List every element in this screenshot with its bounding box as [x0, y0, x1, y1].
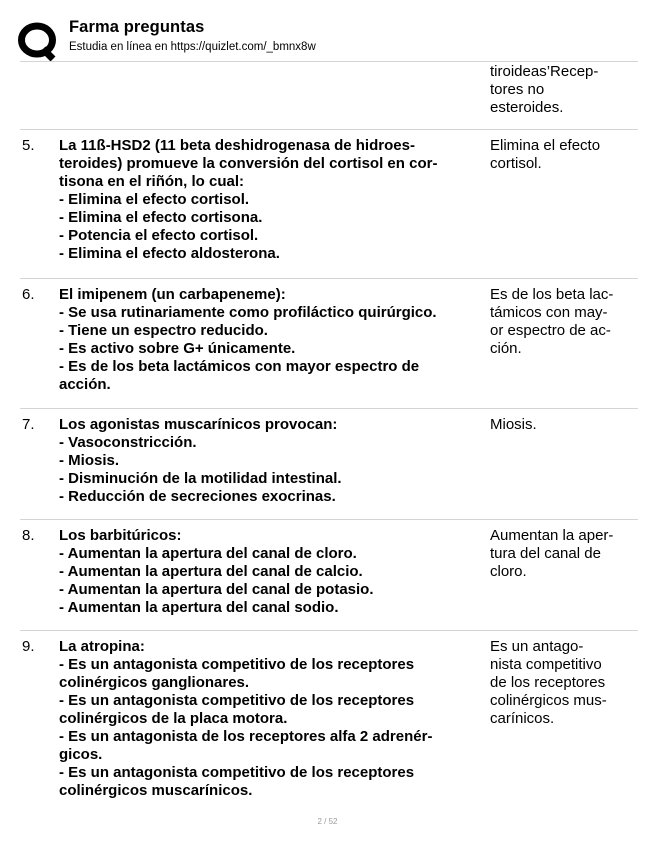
answer-line: colinérgicos mus- [490, 692, 607, 709]
answer-line: de los receptores [490, 674, 606, 691]
answer-line: tura del canal de [490, 545, 601, 562]
question-line: tisona en el riñón, lo cual: [59, 173, 245, 190]
answer-line: or espectro de ac- [490, 322, 611, 339]
question-line: - Es un antagonista competitivo de los receptores [59, 692, 415, 709]
question-line: La 11ß-HSD2 (11 beta deshidrogenasa de hidroes- [59, 137, 415, 154]
card-number: 5. [22, 137, 35, 154]
card-question [59, 638, 489, 800]
question-line: - Es de los beta lactámicos con mayor espectro de [59, 358, 420, 375]
question-line: acción. [59, 376, 111, 393]
card-number: 8. [22, 527, 35, 544]
question-line: - Potencia el efecto cortisol. [59, 227, 259, 244]
question-line: - Elimina el efecto cortisol. [59, 191, 250, 208]
question-line: - Disminución de la motilidad intestinal. [59, 470, 342, 487]
question-line: colinérgicos muscarínicos. [59, 782, 253, 799]
answer-line: Es de los beta lac- [490, 286, 614, 303]
card-question [59, 137, 489, 263]
answer-line: Elimina el efecto [490, 137, 601, 154]
card-answer [490, 286, 630, 358]
answer-line: Es un antago- [490, 638, 584, 655]
card-answer [490, 416, 630, 434]
question-line: - Es activo sobre G+ únicamente. [59, 340, 296, 357]
answer-line: támicos con may- [490, 304, 608, 321]
card-answer [490, 638, 630, 728]
answer-line: tores no [490, 81, 545, 98]
card-question [59, 286, 489, 394]
question-line: - Aumentan la apertura del canal de calcio. [59, 563, 363, 580]
question-line: teroides) promueve la conversión del cortisol en cor- [59, 155, 438, 172]
divider [20, 519, 638, 520]
answer-line: cloro. [490, 563, 527, 580]
divider [20, 61, 638, 62]
continued-answer [490, 63, 598, 117]
answer-line: ción. [490, 340, 522, 357]
question-line: - Es un antagonista competitivo de los receptores [59, 656, 415, 673]
question-line: colinérgicos ganglionares. [59, 674, 250, 691]
divider [20, 278, 638, 279]
answer-line: cortisol. [490, 155, 542, 172]
question-line: - Elimina el efecto aldosterona. [59, 245, 280, 262]
question-line: - Aumentan la apertura del canal sodio. [59, 599, 339, 616]
card-number: 6. [22, 286, 35, 303]
question-line: - Se usa rutinariamente como profiláctico quirúrgico. [59, 304, 437, 321]
question-line: - Aumentan la apertura del canal de potasio. [59, 581, 374, 598]
answer-line: esteroides. [490, 99, 564, 116]
study-online-link[interactable]: Estudia en línea en https://quizlet.com/_bmnx8w [69, 41, 316, 53]
card-question [59, 527, 489, 617]
answer-line: Aumentan la aper- [490, 527, 614, 544]
answer-line: tiroideas’Recep- [490, 63, 599, 80]
question-line: - Aumentan la apertura del canal de cloro. [59, 545, 357, 562]
card-question [59, 416, 489, 506]
question-line: Los barbitúricos: [59, 527, 182, 544]
question-line: - Miosis. [59, 452, 120, 469]
divider [20, 129, 638, 130]
question-line: Los agonistas muscarínicos provocan: [59, 416, 338, 433]
answer-line: carínicos. [490, 710, 555, 727]
card-number: 7. [22, 416, 35, 433]
question-line: colinérgicos de la placa motora. [59, 710, 288, 727]
answer-line: Miosis. [490, 416, 537, 433]
card-answer [490, 527, 630, 581]
question-line: - Reducción de secreciones exocrinas. [59, 488, 336, 505]
divider [20, 630, 638, 631]
question-line: - Elimina el efecto cortisona. [59, 209, 263, 226]
question-line: - Es un antagonista competitivo de los receptores [59, 764, 415, 781]
question-line: El imipenem (un carbapeneme): [59, 286, 286, 303]
card-number: 9. [22, 638, 35, 655]
question-line: La atropina: [59, 638, 145, 655]
question-line: - Es un antagonista de los receptores alfa 2 adrenér- [59, 728, 433, 745]
page-title: Farma preguntas [69, 18, 205, 36]
page-number: 2 / 52 [317, 817, 338, 826]
card-answer [490, 137, 630, 173]
quizlet-logo-icon [17, 21, 59, 61]
divider [20, 408, 638, 409]
answer-line: nista competitivo [490, 656, 602, 673]
question-line: - Tiene un espectro reducido. [59, 322, 268, 339]
question-line: - Vasoconstricción. [59, 434, 197, 451]
question-line: gicos. [59, 746, 103, 763]
